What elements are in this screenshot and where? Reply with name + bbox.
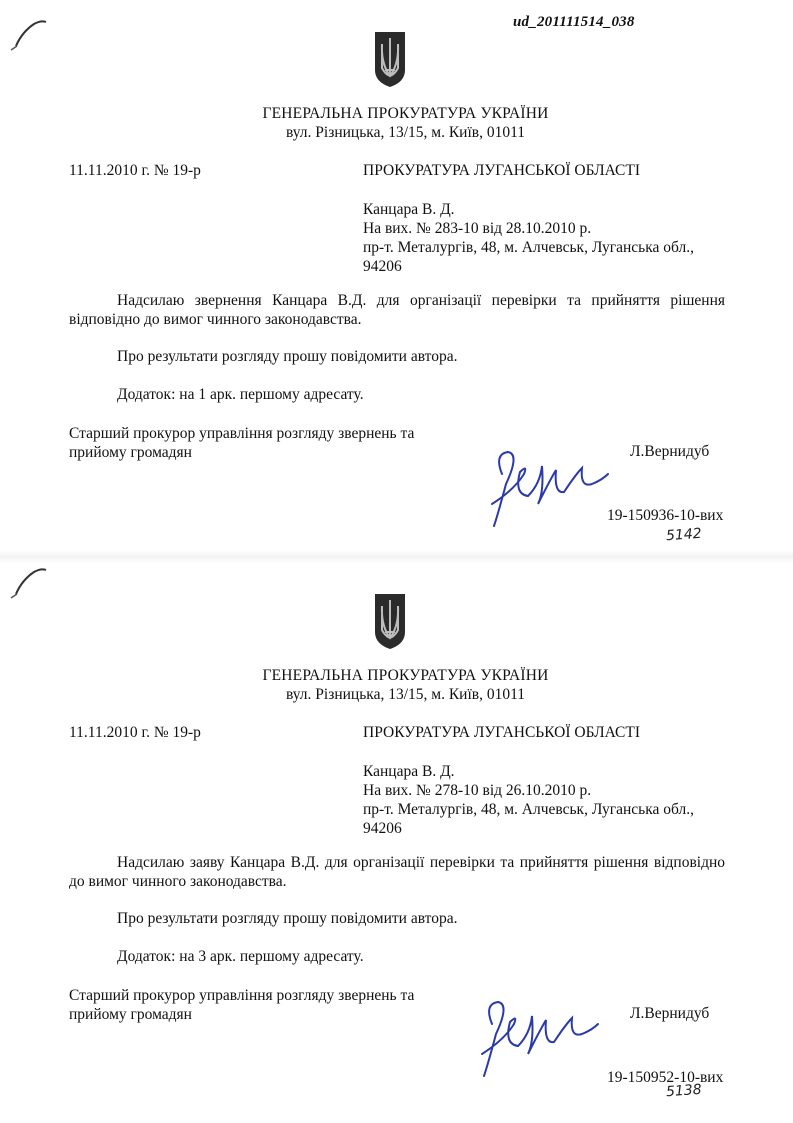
address-line: 94206 xyxy=(363,258,402,275)
trident-emblem-icon xyxy=(373,30,407,88)
address-line: На вих. № 283-10 від 28.10.2010 р. xyxy=(363,220,592,237)
signer-title: Старший прокурор управління розгляду звернень та прийому громадян xyxy=(69,987,415,1023)
body-paragraph xyxy=(69,853,725,891)
letter-1 xyxy=(0,0,793,560)
trident-emblem-icon xyxy=(373,592,407,650)
address-line: 94206 xyxy=(363,820,402,837)
signer-title: Старший прокурор управління розгляду звернень та прийому громадян xyxy=(69,425,415,461)
staple-icon xyxy=(8,562,50,602)
handwritten-number: 5138 xyxy=(665,1081,703,1101)
letter-2 xyxy=(0,562,793,1122)
registration-number: 19-150936-10-вих xyxy=(607,507,724,524)
address-block xyxy=(363,200,694,276)
document-id: ud_201111514_038 xyxy=(513,14,635,30)
attachment-note: Додаток: на 1 арк. першому адресату. xyxy=(117,386,364,403)
recipient: ПРОКУРАТУРА ЛУГАНСЬКОЇ ОБЛАСТІ xyxy=(363,162,640,179)
address-line: Канцара В. Д. xyxy=(363,763,455,780)
body-paragraph-text: Надсилаю заяву Канцара В.Д. для організації перевірки та прийняття рішення відповідно до вимог чинного законодавства. xyxy=(69,854,725,890)
address-line: пр-т. Металургів, 48, м. Алчевськ, Луганська обл., xyxy=(363,239,694,256)
body-paragraph xyxy=(69,291,725,329)
attachment-note: Додаток: на 3 арк. першому адресату. xyxy=(117,948,364,965)
address-line: пр-т. Металургів, 48, м. Алчевськ, Луганська обл., xyxy=(363,801,694,818)
staple-icon xyxy=(8,14,50,54)
outgoing-number: 11.11.2010 г. № 19-р xyxy=(69,724,201,741)
recipient: ПРОКУРАТУРА ЛУГАНСЬКОЇ ОБЛАСТІ xyxy=(363,724,640,741)
signer-name: Л.Вернидуб xyxy=(630,443,710,460)
result-request: Про результати розгляду прошу повідомити автора. xyxy=(117,348,458,365)
org-name: ГЕНЕРАЛЬНА ПРОКУРАТУРА УКРАЇНИ xyxy=(262,105,549,122)
org-address: вул. Різницька, 13/15, м. Київ, 01011 xyxy=(285,124,526,141)
body-paragraph-text: Надсилаю звернення Канцара В.Д. для організації перевірки та прийняття рішення відповідно до вимог чинного законодавства. xyxy=(69,292,725,328)
org-name: ГЕНЕРАЛЬНА ПРОКУРАТУРА УКРАЇНИ xyxy=(262,667,549,684)
handwritten-number: 5142 xyxy=(665,525,703,545)
address-line: Канцара В. Д. xyxy=(363,201,455,218)
org-address: вул. Різницька, 13/15, м. Київ, 01011 xyxy=(285,686,526,703)
signature-icon xyxy=(474,994,604,1084)
signature-icon xyxy=(484,444,614,534)
address-line: На вих. № 278-10 від 26.10.2010 р. xyxy=(363,782,592,799)
result-request: Про результати розгляду прошу повідомити автора. xyxy=(117,910,458,927)
outgoing-number: 11.11.2010 г. № 19-р xyxy=(69,162,201,179)
address-block xyxy=(363,762,694,838)
registration-number: 19-150952-10-вих xyxy=(607,1069,724,1086)
signer-name: Л.Вернидуб xyxy=(630,1005,710,1022)
